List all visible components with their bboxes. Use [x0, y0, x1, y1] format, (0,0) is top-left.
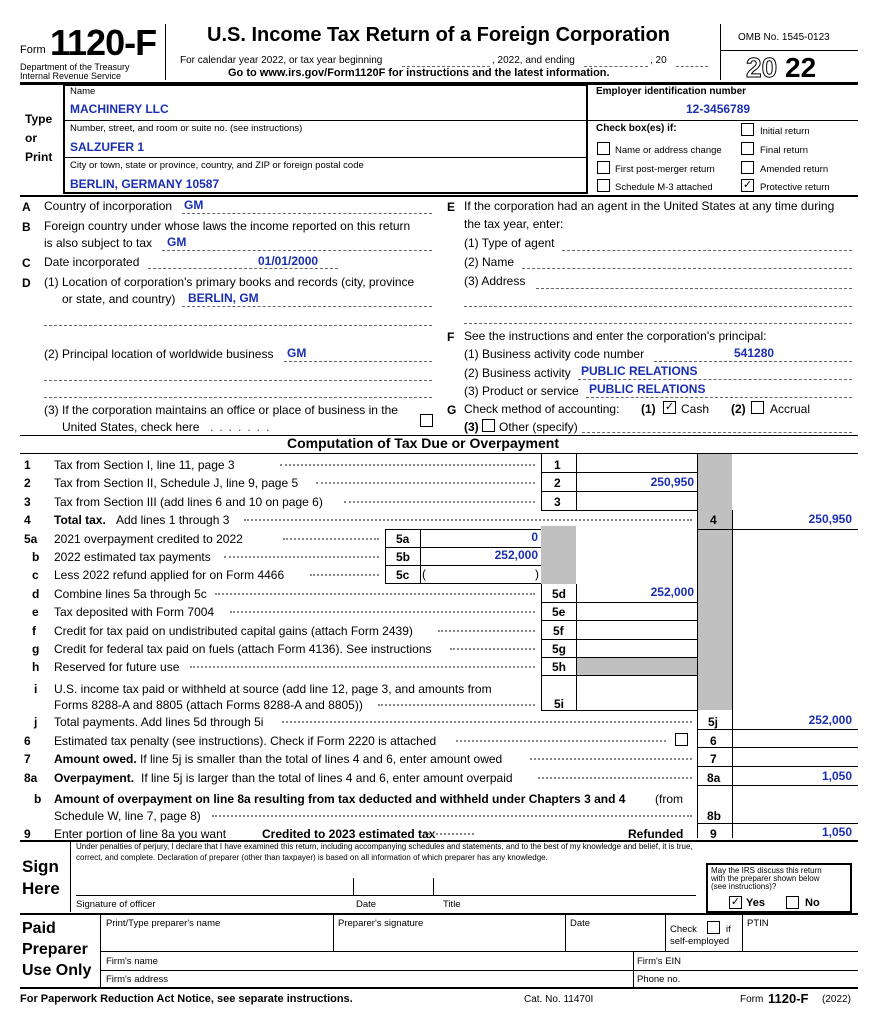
ptin-label: PTIN — [747, 918, 769, 929]
c-value[interactable]: 01/01/2000 — [258, 254, 319, 268]
line-8b-text2: Schedule W, line 7, page 8) — [54, 809, 201, 823]
computation-title: Computation of Tax Due or Overpayment — [287, 435, 559, 451]
preparer-signature-label: Preparer's signature — [338, 918, 424, 929]
line-2-amount[interactable]: 250,950 — [650, 475, 694, 489]
self-employed-checkbox[interactable] — [707, 921, 720, 934]
final-return-label: Final return — [760, 145, 809, 156]
paperwork-notice: For Paperwork Reduction Act Notice, see separate instructions. — [20, 993, 353, 1005]
officer-signature-label: Signature of officer — [76, 899, 156, 910]
no-label: No — [805, 897, 820, 909]
d2-text: (2) Principal location of worldwide business — [44, 347, 274, 361]
preparer-name-label: Print/Type preparer's name — [106, 918, 221, 929]
omb-number: OMB No. 1545-0123 — [738, 32, 830, 43]
discuss-line3: (see instructions)? — [711, 882, 777, 891]
check-label: Check — [670, 924, 697, 935]
line-5e-num: e — [32, 605, 39, 619]
line-9-amount[interactable]: 1,050 — [821, 825, 852, 839]
form-label: Form — [20, 44, 46, 56]
line-8b-text1: Amount of overpayment on line 8a resulting from tax deducted and withheld under Chapters 3 and 4 — [54, 792, 626, 806]
line-7-text: If line 5j is smaller than the total of lines 4 and 6, enter amount owed — [140, 752, 503, 766]
b-text2: is also subject to tax — [44, 236, 153, 250]
d1-text1: (1) Location of corporation's primary books and records (city, province — [44, 275, 415, 289]
line-9-num: 9 — [24, 827, 31, 841]
line-5e-box: 5e — [552, 605, 566, 619]
name-value[interactable]: MACHINERY LLC — [70, 102, 169, 116]
letter-a: A — [22, 200, 31, 214]
f2-text: (2) Business activity — [464, 366, 571, 380]
line-5j-num: j — [34, 715, 38, 729]
g3-label: (3) — [464, 420, 479, 434]
d1-value[interactable]: BERLIN, GM — [188, 291, 259, 305]
line-5a-box: 5a — [396, 532, 410, 546]
m3-checkbox[interactable] — [597, 179, 610, 192]
line-5d-num: d — [32, 587, 40, 601]
check-mark-icon: ✓ — [730, 896, 741, 908]
gray-column-5abc — [541, 526, 576, 584]
line-5d-box: 5d — [552, 587, 567, 601]
dept-label: Department of the Treasury — [20, 62, 130, 72]
post-merger-label: First post-merger return — [615, 164, 715, 175]
a-value[interactable]: GM — [184, 198, 204, 212]
amended-return-label: Amended return — [760, 164, 829, 175]
line-5i-box: 5i — [554, 697, 565, 711]
perjury-line2: correct, and complete. Declaration of preparer (other than taxpayer) is based on all information of which preparer has any knowledge. — [76, 853, 548, 862]
line-5j-box: 5j — [708, 715, 719, 729]
b-text1: Foreign country under whose laws the income reported on this return — [44, 219, 411, 233]
use-only-title: Use Only — [22, 962, 92, 979]
sign-title: Sign — [22, 857, 59, 876]
line-8a-box: 8a — [707, 771, 721, 785]
cash-label: Cash — [681, 402, 710, 416]
m3-label: Schedule M-3 attached — [615, 182, 713, 193]
line-2-text: Tax from Section II, Schedule J, line 9, page 5 — [54, 476, 299, 490]
line-8a-text: If line 5j is larger than the total of lines 4 and 6, enter amount overpaid — [141, 771, 513, 785]
line-5h-box: 5h — [552, 660, 567, 674]
line-5c-box: 5c — [396, 568, 410, 582]
line-9-bold: Credited to 2023 estimated tax — [262, 827, 436, 841]
footer-form-number: 1120-F — [768, 991, 809, 1006]
protective-return-label: Protective return — [760, 182, 830, 193]
letter-f: F — [447, 330, 455, 344]
line-4-amount[interactable]: 250,950 — [808, 512, 852, 526]
letter-e: E — [447, 200, 456, 214]
check-boxes-label: Check box(es) if: — [596, 123, 677, 134]
line-4-box: 4 — [710, 513, 717, 527]
form-number: 1120-F — [50, 22, 157, 63]
sign-date-label: Date — [356, 899, 377, 910]
line-3-num: 3 — [24, 495, 31, 509]
a-text: Country of incorporation — [44, 199, 173, 213]
line-5h-text: Reserved for future use — [54, 660, 180, 674]
line-5b-text: 2022 estimated tax payments — [54, 550, 211, 564]
line-5c-text: Less 2022 refund applied for on Form 4466 — [54, 568, 285, 582]
line-5b-num: b — [32, 550, 40, 564]
line-5g-text: Credit for federal tax paid on fuels (attach Form 4136). See instructions — [54, 642, 432, 656]
amended-return-checkbox[interactable] — [741, 161, 754, 174]
g1-label: (1) — [641, 402, 656, 416]
name-change-checkbox[interactable] — [597, 142, 610, 155]
line-5f-num: f — [32, 624, 36, 638]
d3-text1: (3) If the corporation maintains an office or place of business in the — [44, 403, 398, 417]
e3-text: (3) Address — [464, 274, 526, 288]
d1-text2: or state, and country) — [62, 292, 176, 306]
line-6-text: Estimated tax penalty (see instructions). Check if Form 2220 is attached — [54, 734, 437, 748]
g2-label: (2) — [731, 402, 746, 416]
line-5a-num: 5a — [24, 532, 38, 546]
preparer-date-label: Date — [570, 918, 591, 929]
line-5a-text: 2021 overpayment credited to 2022 — [54, 532, 243, 546]
cash-checkbox[interactable] — [663, 401, 676, 414]
f2-value[interactable]: PUBLIC RELATIONS — [581, 364, 698, 378]
ein-value[interactable]: 12-3456789 — [686, 102, 751, 116]
footer-form-word: Form — [740, 994, 764, 1005]
discuss-yes-checkbox[interactable] — [729, 896, 742, 909]
ein-label: Employer identification number — [596, 86, 747, 97]
yes-label: Yes — [746, 897, 765, 909]
city-value[interactable]: BERLIN, GERMANY 10587 — [70, 177, 220, 191]
line-1-num: 1 — [24, 458, 31, 472]
street-value[interactable]: SALZUFER 1 — [70, 140, 145, 154]
line-5b-amount[interactable]: 252,000 — [494, 548, 538, 562]
g-text: Check method of accounting: — [464, 402, 620, 416]
e-text2: the tax year, enter: — [464, 217, 564, 231]
us-office-checkbox[interactable] — [420, 414, 433, 427]
line-5h-num: h — [32, 660, 40, 674]
accrual-checkbox[interactable] — [751, 401, 764, 414]
line-1-text: Tax from Section I, line 11, page 3 — [54, 458, 235, 472]
or-label: or — [25, 131, 37, 145]
discuss-line1: May the IRS discuss this return — [711, 866, 822, 875]
line-5i-text2: Forms 8288-A and 8805 (attach Forms 8288-A and 8805)) — [54, 698, 363, 712]
form-2220-checkbox[interactable] — [675, 733, 688, 746]
line-9-text: Enter portion of line 8a you want — [54, 827, 227, 841]
name-label: Name — [70, 86, 96, 97]
preparer-title: Preparer — [22, 941, 88, 958]
firm-address-label: Firm's address — [106, 974, 168, 985]
if-label: if — [726, 924, 731, 935]
calendar-line: For calendar year 2022, or tax year beginning — [180, 55, 383, 66]
e-text1: If the corporation had an agent in the United States at any time during — [464, 199, 835, 213]
year-outline: 20 — [746, 52, 778, 83]
line-8a-bold: Overpayment. — [54, 771, 135, 785]
line-5g-num: g — [32, 642, 40, 656]
e1-text: (1) Type of agent — [464, 236, 555, 250]
post-merger-checkbox[interactable] — [597, 161, 610, 174]
c-text: Date incorporated — [44, 255, 140, 269]
line-2-box: 2 — [554, 476, 561, 490]
d2-value[interactable]: GM — [287, 346, 307, 360]
letter-d: D — [22, 276, 31, 290]
line-8b-num: b — [34, 792, 42, 806]
other-method-checkbox[interactable] — [482, 419, 495, 432]
line-5b-box: 5b — [396, 550, 411, 564]
line-5g-box: 5g — [552, 642, 567, 656]
paid-title: Paid — [22, 920, 56, 937]
f1-value[interactable]: 541280 — [734, 346, 775, 360]
letter-g: G — [447, 403, 457, 417]
form-title: U.S. Income Tax Return of a Foreign Corporation — [207, 24, 670, 46]
line-4-text: Add lines 1 through 3 — [116, 513, 230, 527]
line-9-refunded: Refunded — [628, 827, 684, 841]
check-mark-icon: ✓ — [664, 401, 675, 413]
city-label: City or town, state or province, country, and ZIP or foreign postal code — [70, 160, 364, 171]
calendar-mid: , 2022, and ending — [492, 55, 575, 66]
type-label: Type — [25, 112, 53, 126]
phone-label: Phone no. — [637, 974, 681, 985]
line-9-box: 9 — [710, 827, 717, 841]
f1-text: (1) Business activity code number — [464, 347, 645, 361]
line-7-box: 7 — [710, 752, 717, 766]
line-4-num: 4 — [24, 513, 31, 527]
line-5i-num: i — [34, 682, 38, 696]
f3-text: (3) Product or service — [464, 384, 579, 398]
print-label: Print — [25, 150, 53, 164]
check-mark-icon: ✓ — [742, 179, 753, 191]
f-text: See the instructions and enter the corporation's principal: — [464, 329, 767, 343]
line-8b-text1b: (from — [655, 792, 683, 806]
line-8a-num: 8a — [24, 771, 38, 785]
line-8a-amount[interactable]: 1,050 — [821, 769, 852, 783]
e2-text: (2) Name — [464, 255, 515, 269]
irs-label: Internal Revenue Service — [20, 71, 122, 81]
line-5e-text: Tax deposited with Form 7004 — [54, 605, 215, 619]
discuss-no-checkbox[interactable] — [786, 896, 799, 909]
line-2-num: 2 — [24, 476, 31, 490]
cat-number: Cat. No. 11470I — [524, 994, 594, 1005]
line-6-box: 6 — [710, 734, 717, 748]
letter-c: C — [22, 256, 31, 270]
gray-5h — [576, 657, 697, 675]
line-5d-text: Combine lines 5a through 5c — [54, 587, 207, 601]
gray-column-right — [697, 454, 732, 710]
line-5f-text: Credit for tax paid on undistributed capital gains (attach Form 2439) — [54, 624, 413, 638]
accrual-label: Accrual — [770, 402, 811, 416]
line-7-num: 7 — [24, 752, 31, 766]
line-5j-text: Total payments. Add lines 5d through 5i — [54, 715, 264, 729]
line-5a-amount[interactable]: 0 — [531, 530, 538, 544]
line-3-box: 3 — [554, 495, 561, 509]
goto-line: Go to www.irs.gov/Form1120F for instructions and the latest information. — [228, 67, 610, 79]
line-8b-box: 8b — [707, 809, 722, 823]
line-5c-num: c — [32, 568, 39, 582]
line-5i-text1: U.S. income tax paid or withheld at source (add line 12, page 3, and amounts from — [54, 682, 492, 696]
f3-value[interactable]: PUBLIC RELATIONS — [589, 382, 706, 396]
name-change-label: Name or address change — [615, 145, 722, 156]
line-1-box: 1 — [554, 458, 561, 472]
line-7-bold: Amount owed. — [54, 752, 137, 766]
street-label: Number, street, and room or suite no. (see instructions) — [70, 123, 303, 134]
letter-b: B — [22, 220, 31, 234]
b-value[interactable]: GM — [167, 235, 187, 249]
firm-ein-label: Firm's EIN — [637, 956, 682, 967]
line-3-text: Tax from Section III (add lines 6 and 10 on page 6) — [54, 495, 323, 509]
firm-name-label: Firm's name — [106, 956, 158, 967]
perjury-line1: Under penalties of perjury, I declare that I have examined this return, including accompanying schedules and statements, and to the best of my knowledge and belief, it is true, — [76, 842, 693, 851]
line-5j-amount[interactable]: 252,000 — [808, 713, 852, 727]
year-bold: 22 — [785, 52, 817, 83]
footer-year: (2022) — [822, 994, 851, 1005]
discuss-line2: with the preparer shown below — [711, 874, 820, 883]
final-return-checkbox[interactable] — [741, 142, 754, 155]
line-4-bold: Total tax. — [54, 513, 106, 527]
other-method-label: Other (specify) — [499, 420, 578, 434]
d3-text2: United States, check here — [62, 420, 200, 434]
initial-return-checkbox[interactable] — [741, 123, 754, 136]
line-5d-amount[interactable]: 252,000 — [650, 585, 694, 599]
calendar-end: , 20 — [650, 55, 667, 66]
line-5f-box: 5f — [553, 624, 564, 638]
initial-return-label: Initial return — [760, 126, 810, 137]
here-title: Here — [22, 879, 60, 898]
self-employed-label: self-employed — [670, 936, 730, 947]
sign-title-label: Title — [443, 899, 461, 910]
line-6-num: 6 — [24, 734, 31, 748]
protective-return-checkbox[interactable] — [741, 179, 754, 192]
